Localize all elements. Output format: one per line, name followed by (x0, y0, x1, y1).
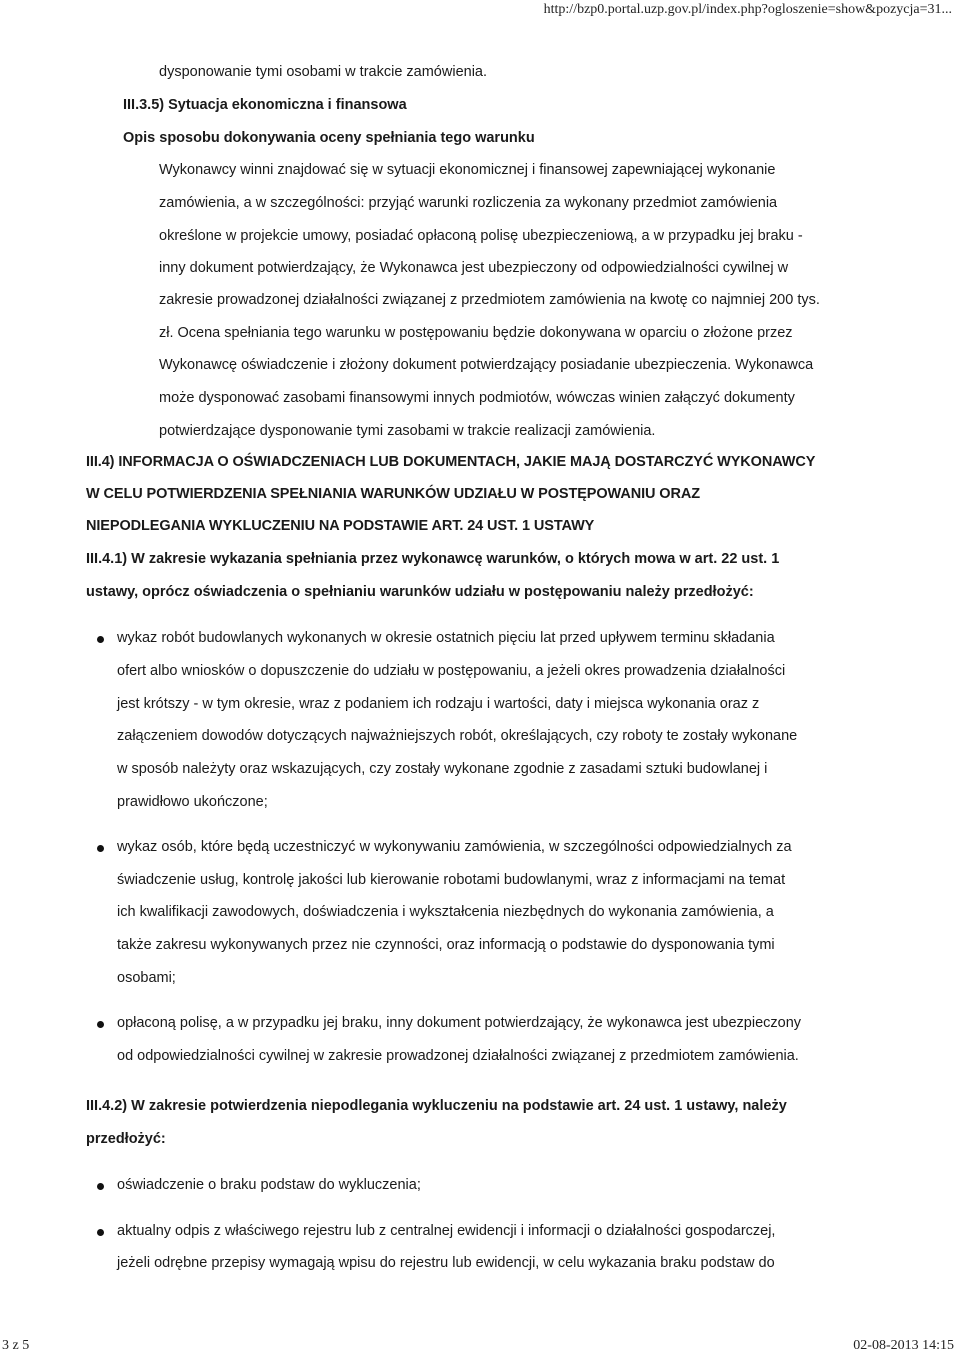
list-item-line: opłaconą polisę, a w przypadku jej braku, inny dokument potwierdzający, że wykonawca jest ubezpieczony (117, 1015, 802, 1031)
list-item-line: aktualny odpis z właściwego rejestru lub z centralnej ewidencji i informacji o działalności gospodarczej, (117, 1223, 776, 1239)
list-item-line: prawidłowo ukończone; (117, 794, 268, 810)
paragraph-line: określone w projekcie umowy, posiadać opłaconą polisę ubezpieczeniową, a w przypadku jej braku - (159, 228, 803, 244)
section-heading-3-4-line: NIEPODLEGANIA WYKLUCZENIU NA PODSTAWIE ART. 24 UST. 1 USTAWY (86, 518, 595, 534)
list-item-line: także zakresu wykonywanych przez nie czynności, oraz informacją o podstawie do dysponowania tymi (117, 937, 775, 953)
section-heading-3-4-1-line: ustawy, oprócz oświadczenia o spełnianiu warunków udziału w postępowaniu należy przedłożyć: (86, 584, 754, 600)
section-heading-3-4-2: III.4.2) W zakresie potwierdzenia niepodlegania wykluczeniu na podstawie art. 24 ust. 1 ustawy, należy (86, 1098, 787, 1114)
paragraph-line: może dysponować zasobami finansowymi innych podmiotów, wówczas winien załączyć dokumenty (159, 390, 795, 406)
bullet-icon (97, 1229, 104, 1236)
bullet-icon (97, 1021, 104, 1028)
list-item-line: od odpowiedzialności cywilnej w zakresie prowadzonej działalności związanej z przedmiotem zamówienia. (117, 1048, 799, 1064)
list-item-line: ofert albo wniosków o dopuszczenie do udziału w postępowaniu, a jeżeli okres prowadzenia działalności (117, 663, 786, 679)
bullet-icon (97, 845, 104, 852)
page-url: http://bzp0.portal.uzp.gov.pl/index.php?ogloszenie=show&pozycja=31... (543, 2, 952, 17)
paragraph-line: Wykonawcy winni znajdować się w sytuacji ekonomicznej i finansowej zapewniającej wykonanie (159, 162, 776, 178)
paragraph-line: potwierdzające dysponowanie tymi zasobami w trakcie realizacji zamówienia. (159, 423, 656, 439)
list-item-line: świadczenie usług, kontrolę jakości lub kierowanie robotami budowlanymi, wraz z informacjami na temat (117, 872, 786, 888)
list-item-line: wykaz osób, które będą uczestniczyć w wykonywaniu zamówienia, w szczególności odpowiedzialnych za (117, 839, 792, 855)
print-datetime: 02-08-2013 14:15 (853, 1338, 954, 1353)
section-heading-3-4-2-line: przedłożyć: (86, 1131, 166, 1147)
list-item-line: w sposób należyty oraz wskazujących, czy zostały wykonane zgodnie z zasadami sztuki budowlanej i (117, 761, 768, 777)
paragraph-line: zł. Ocena spełniania tego warunku w postępowaniu będzie dokonywana w oparciu o złożone przez (159, 325, 793, 341)
paragraph-line: zakresie prowadzonej działalności związanej z przedmiotem zamówienia na kwotę co najmniej 200 tys. (159, 292, 820, 308)
section-subtitle-3-5: Opis sposobu dokonywania oceny spełniania tego warunku (123, 130, 535, 146)
paragraph-line: Wykonawcę oświadczenie i złożony dokument potwierdzający posiadanie ubezpieczenia. Wykonawca (159, 357, 814, 373)
list-item-line: jest krótszy - w tym okresie, wraz z podaniem ich rodzaju i wartości, daty i miejsca wykonania oraz z (117, 696, 760, 712)
list-item-line: oświadczenie o braku podstaw do wykluczenia; (117, 1177, 421, 1193)
intro-line: dysponowanie tymi osobami w trakcie zamówienia. (159, 64, 488, 80)
section-heading-3-4: III.4) INFORMACJA O OŚWIADCZENIACH LUB DOKUMENTACH, JAKIE MAJĄ DOSTARCZYĆ WYKONAWCY (86, 454, 816, 470)
list-item-line: ich kwalifikacji zawodowych, doświadczenia i wykształcenia niezbędnych do wykonania zamówienia, a (117, 904, 774, 920)
section-title-3-5: III.3.5) Sytuacja ekonomiczna i finansowa (123, 97, 407, 113)
list-item-line: jeżeli odrębne przepisy wymagają wpisu do rejestru lub ewidencji, w celu wykazania braku podstaw do (117, 1255, 775, 1271)
list-item-line: osobami; (117, 970, 176, 986)
list-item-line: załączeniem dowodów dotyczących najważniejszych robót, określających, czy roboty te zostały wykonane (117, 728, 798, 744)
bullet-icon (97, 636, 104, 643)
bullet-icon (97, 1183, 104, 1190)
section-heading-3-4-line: W CELU POTWIERDZENIA SPEŁNIANIA WARUNKÓW UDZIAŁU W POSTĘPOWANIU ORAZ (86, 486, 700, 502)
paragraph-line: zamówienia, a w szczególności: przyjąć warunki rozliczenia za wykonany przedmiot zamówienia (159, 195, 778, 211)
section-heading-3-4-1: III.4.1) W zakresie wykazania spełniania przez wykonawcę warunków, o których mowa w art. 22 ust. 1 (86, 551, 780, 567)
list-item-line: wykaz robót budowlanych wykonanych w okresie ostatnich pięciu lat przed upływem terminu składania (117, 630, 775, 646)
paragraph-line: inny dokument potwierdzający, że Wykonawca jest ubezpieczony od odpowiedzialności cywilnej w (159, 260, 789, 276)
page-number: 3 z 5 (2, 1338, 30, 1353)
